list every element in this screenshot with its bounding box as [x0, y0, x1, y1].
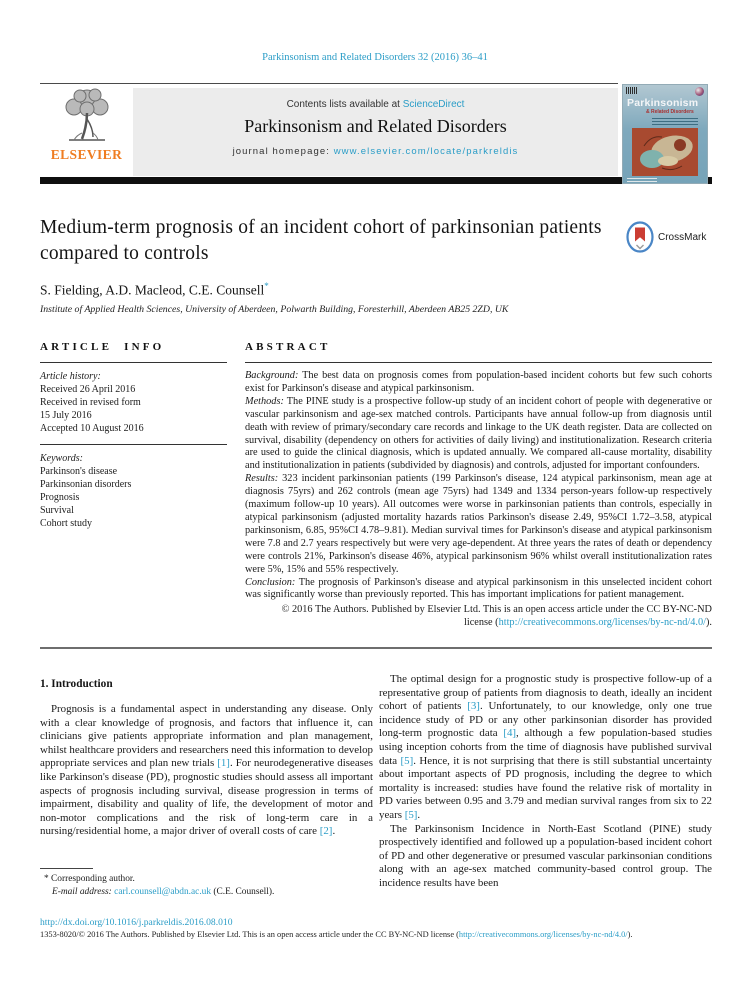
homepage-label: journal homepage:	[232, 146, 334, 157]
cover-header	[622, 84, 708, 96]
keyword: Parkinson's disease	[40, 466, 118, 477]
abstract-column	[245, 341, 712, 630]
issn-copyright-line	[40, 930, 712, 939]
journal-masthead	[133, 88, 618, 176]
email-link[interactable]: carl.counsell@abdn.ac.uk	[114, 886, 212, 897]
intro-paragraph-2	[379, 673, 712, 823]
license-link[interactable]: http://creativecommons.org/licenses/by-nc-nd/4.0/	[498, 617, 706, 629]
paragraph-text: Prognosis is a fundamental aspect in understanding any disease. Only with a clear knowledge of prognosis, and factors that influence it, can clinicians give patients appropriate information and plan management, whilst healthcare providers and researchers need this information to develop appropriate services and plan new trials	[40, 703, 373, 770]
email-label: E-mail address:	[52, 886, 112, 897]
copyright-text: © 2016 The Authors. Published by Elsevier Ltd. This is an open access article under the CC BY-NC-ND	[281, 604, 712, 616]
history-line: Accepted 10 August 2016	[40, 423, 144, 434]
keyword: Prognosis	[40, 492, 80, 503]
results-label: Results:	[245, 473, 279, 485]
keyword: Cohort study	[40, 518, 92, 529]
elsevier-logo[interactable]	[41, 87, 132, 176]
contents-prefix: Contents lists available at	[286, 99, 403, 110]
license-link-footer[interactable]: http://creativecommons.org/licenses/by-nc-nd/4.0/	[458, 930, 628, 939]
intro-paragraph-3	[379, 823, 712, 891]
abstract-copyright	[245, 604, 712, 630]
cover-artwork	[632, 128, 698, 176]
elsevier-tree-icon	[59, 87, 115, 147]
article-info-column	[40, 341, 227, 530]
section-divider-rule	[40, 647, 712, 649]
intro-paragraph-1	[40, 703, 373, 839]
cover-subtitle: & Related Disorders	[646, 109, 694, 115]
affiliation: Institute of Applied Health Sciences, University of Aberdeen, Polwarth Building, Foresterhill, Aberdeen AB25 2ZD, UK	[40, 304, 509, 315]
sciencedirect-link[interactable]: ScienceDirect	[402, 99, 465, 110]
methods-label: Methods:	[245, 395, 284, 407]
intro-column-right	[379, 673, 712, 891]
paragraph-text: , although a few population-based studies using inception cohorts from the time of diagnosis have published survival data	[379, 727, 712, 767]
email-suffix: (C.E. Counsell).	[211, 886, 275, 897]
elsevier-wordmark: ELSEVIER	[50, 147, 123, 162]
journal-cover-thumbnail[interactable]	[622, 84, 708, 184]
cover-text-lines	[652, 118, 708, 125]
abstract-rule	[245, 362, 712, 363]
corresponding-author-mark[interactable]: *	[264, 281, 269, 291]
footnote-mark: *	[44, 874, 49, 884]
header-divider-bar	[40, 177, 712, 184]
crossmark-label: CrossMark	[658, 231, 707, 243]
footnote-rule	[40, 868, 93, 869]
abstract-text	[245, 370, 712, 630]
homepage-link[interactable]: www.elsevier.com/locate/parkreldis	[333, 146, 519, 157]
conclusion-text: The prognosis of Parkinson's disease and atypical parkinsonism in this unselected incident cohort was significantly worse than previously reported. This has important implications for patient management.	[245, 576, 712, 601]
history-line: 15 July 2016	[40, 410, 92, 421]
paragraph-text: . Hence, it is not surprising that there is still substantial uncertainty about important aspects of PD prognosis, including the degree to which mortality is increased: studies have found the relative risk of mortality in PD varies between 0.95 and 3.79 and median survival ranges from six to 22 years	[379, 754, 712, 821]
running-head-citation: Parkinsonism and Related Disorders 32 (2016) 36–41	[262, 52, 488, 63]
ref-5b[interactable]: [5]	[404, 808, 418, 821]
results-text: 323 incident parkinsonian patients (199 Parkinson's disease, 124 atypical parkinsonism, mean age at diagnosis 75yrs) and 262 controls (mean age 75yrs) had 1349 and 1334 person-years follow-up respectively (maximum follow-up 10 years). All outcomes were worse in parkinsonian patients than controls, especially in atypical parkinsonism (adjusted mortality hazards ratios Parkinson's disease 2.49, 95%CI 1.72–3.58, atypical parkinsonism, 6.85, 95%CI 4.78–9.81). Median survival times for Parkinson's disease and atypical parkinsonism were 7.8 and 2.7 years respectively but were very age-dependent. At three years the rates of death or dependency were controls 21%, Parkinson's disease 46%, atypical parkinsonism 96% whilst overall institutionalization rates were 5%, 15% and 55% respectively.	[245, 473, 712, 575]
paragraph-text: .	[332, 825, 336, 838]
keywords-rule	[40, 444, 227, 445]
paragraph-text: . Unfortunately, to our knowledge, only one true incidence study of PD or any other parkinsonian disorder has provided long-term prognostic data	[379, 700, 713, 740]
crossmark-icon	[625, 221, 655, 253]
ref-2[interactable]: [2]	[319, 825, 333, 838]
journal-name: Parkinsonism and Related Disorders	[244, 116, 507, 136]
cover-society-logo	[695, 87, 704, 96]
authors-line	[40, 281, 269, 299]
abstract-background	[245, 370, 712, 396]
history-line: Received 26 April 2016	[40, 384, 136, 395]
doi-line	[40, 917, 233, 928]
corresponding-author-note	[40, 873, 373, 886]
abstract-conclusion	[245, 577, 712, 603]
issn-text: 1353-8020/© 2016 The Authors. Published by Elsevier Ltd. This is an open access article under the CC BY-NC-ND license (	[40, 930, 459, 939]
cover-title: Parkinsonism	[627, 97, 699, 109]
license-prefix: license (	[463, 617, 499, 629]
ref-1[interactable]: [1]	[217, 757, 230, 770]
ref-3[interactable]: [3]	[467, 700, 480, 713]
article-title: Medium-term prognosis of an incident cohort of parkinsonian patients compared to controls	[40, 217, 602, 264]
paragraph-text: The optimal design for a prognostic study is prospective follow-up of a representative group of patients from diagnosis to death, ideally an incident cohort of patients	[379, 673, 712, 713]
footnote-text: Corresponding author.	[48, 874, 135, 884]
ref-4[interactable]: [4]	[503, 727, 517, 740]
paragraph-text: .	[417, 808, 421, 821]
cover-barcode	[626, 87, 637, 94]
keyword: Parkinsonian disorders	[40, 479, 132, 490]
homepage-line	[133, 146, 618, 157]
contents-line	[133, 99, 618, 110]
intro-column-left	[40, 678, 373, 839]
author-names: S. Fielding, A.D. Macleod, C.E. Counsell	[40, 282, 265, 298]
conclusion-label: Conclusion:	[245, 576, 296, 588]
paragraph-text: . For neurodegenerative diseases like Parkinson's disease (PD), prognostic studies should assess all important aspects of prognosis including survival, disease progression in terms of impairment, disability and quality of life, the development of motor and non-motor complications and the risk of long-term care in a nursing/residential home, a major driver of overall costs of care	[40, 757, 373, 838]
header-top-rule	[40, 83, 618, 84]
abstract-methods	[245, 396, 712, 473]
email-note	[40, 886, 373, 899]
abstract-heading: ABSTRACT	[245, 341, 331, 353]
ref-5[interactable]: [5]	[400, 754, 414, 767]
paragraph-text: The Parkinsonism Incidence in North-East Scotland (PINE) study prospectively identified and followed up a population-based incident cohort of PD and other degenerative or presumed vascular parkinsonian conditions along with an age-sex matched community-based control group. The incidence results have been	[379, 822, 712, 889]
keyword: Survival	[40, 505, 74, 516]
doi-link[interactable]: http://dx.doi.org/10.1016/j.parkreldis.2016.08.010	[40, 917, 233, 928]
history-line: Received in revised form	[40, 397, 141, 408]
keywords-label: Keywords:	[40, 453, 83, 464]
abstract-results	[245, 473, 712, 576]
footnote-block	[40, 868, 373, 898]
article-info-heading: ARTICLE INFO	[40, 341, 165, 353]
background-text: The best data on prognosis comes from population-based incident cohorts but few such cohorts exist for Parkinson's disease and atypical parkinsonism.	[245, 370, 712, 394]
license-suffix: ).	[705, 617, 712, 629]
background-label: Background:	[245, 370, 299, 381]
article-history-label: Article history:	[40, 371, 101, 382]
section-heading-introduction: 1. Introduction	[40, 678, 113, 690]
issn-suffix: ).	[627, 930, 633, 939]
article-info-rule	[40, 362, 227, 363]
methods-text: The PINE study is a prospective follow-up study of an incident cohort of people with degenerative or vascular parkinsonism and age-sex matched controls. Participants have annual follow-up from diagnosis until death with review of primary/secondary care records and linkage to the UK death register. Data are collected on survival, disability (dependency on others for activities of daily living) and institutionalization. Research criteria are used to guide the clinical diagnosis, which is updated annually. We compared all-cause mortality, disability and institutionalization in patients (subdivided by diagnosis) and controls, adjusted for important confounders.	[245, 395, 712, 472]
crossmark-badge[interactable]	[625, 221, 715, 253]
cover-footer-lines	[622, 178, 708, 182]
